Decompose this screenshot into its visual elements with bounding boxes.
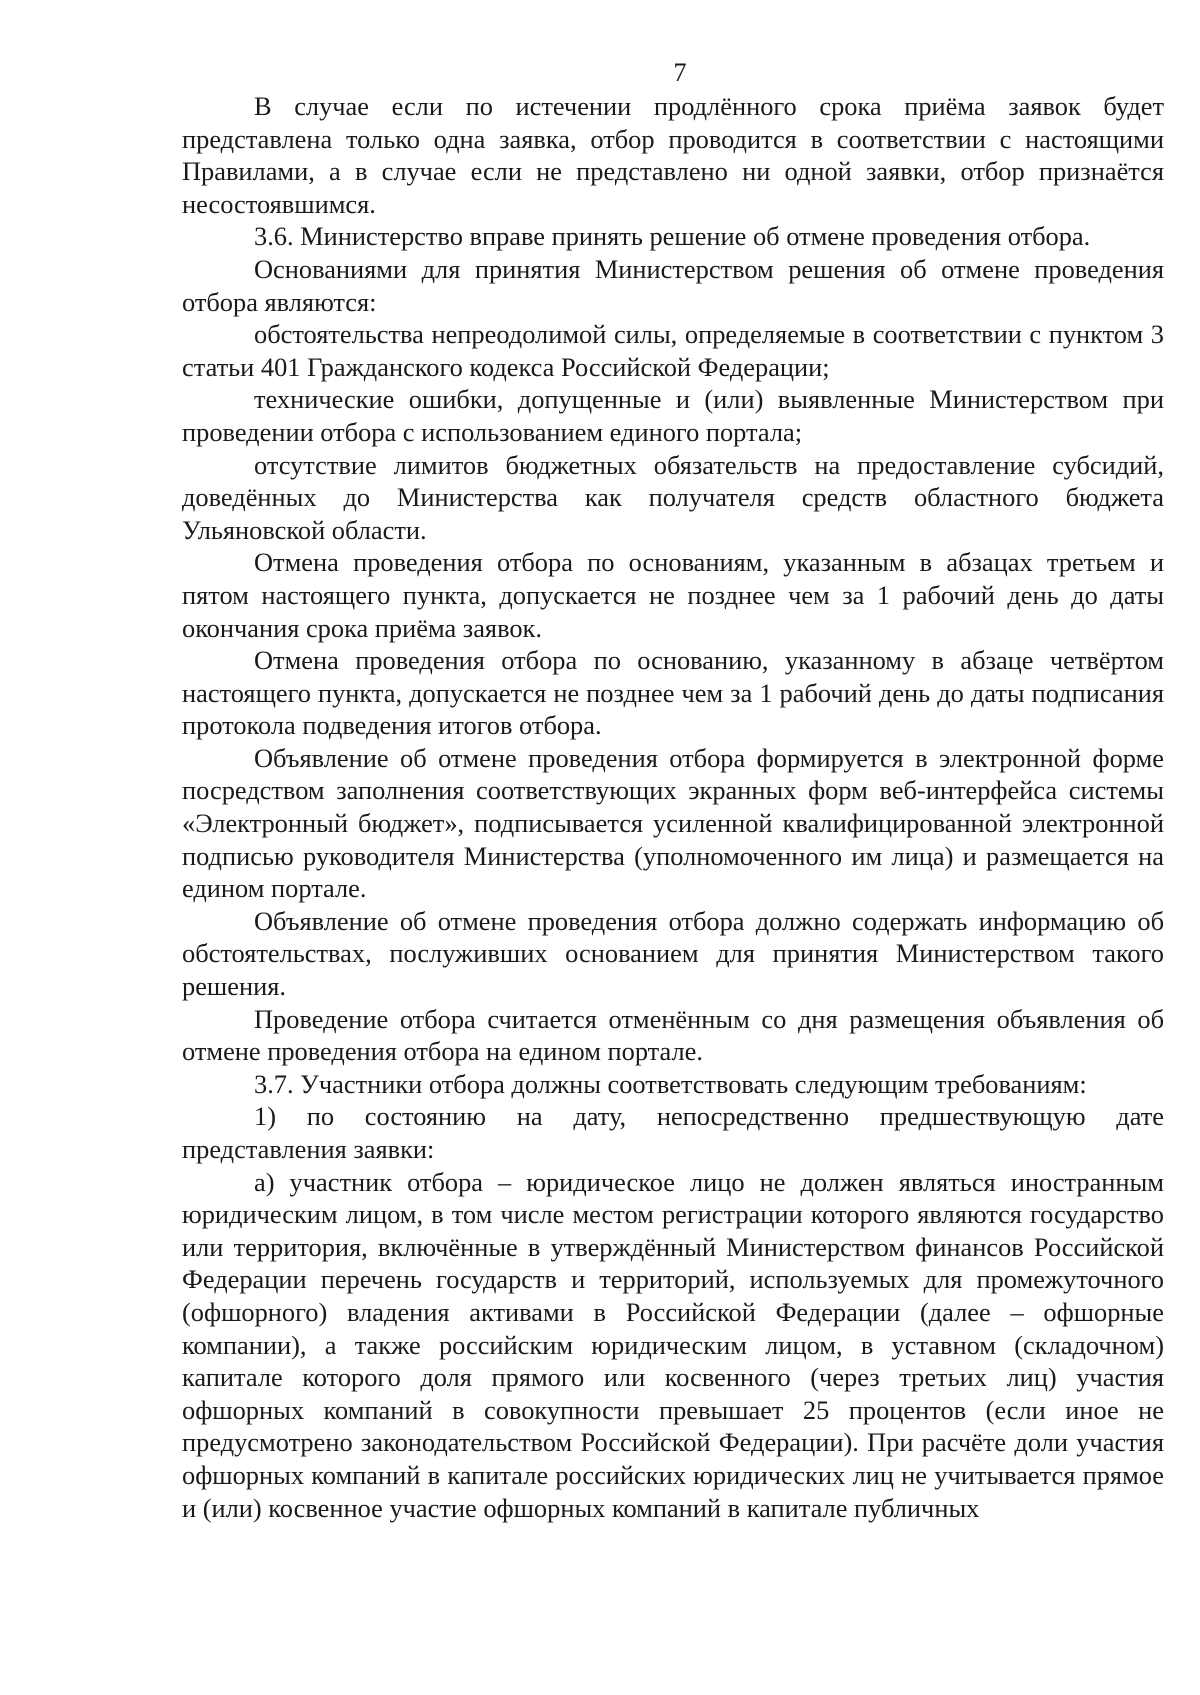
- paragraph-section-3-7: 3.7. Участники отбора должны соответствовать следующим требованиям:: [254, 1068, 1087, 1099]
- paragraph-force-majeure: обстоятельства непреодолимой силы, определяемые в соответствии с пунктом 3 статьи 401 Гражданского кодекса Российской Федерации;: [182, 319, 1164, 382]
- paragraph-technical-errors: технические ошибки, допущенные и (или) выявленные Министерством при проведении отбора с использованием единого портала;: [182, 384, 1164, 447]
- page-number: 7: [673, 57, 687, 87]
- paragraph-section-3-6: 3.6. Министерство вправе принять решение об отмене проведения отбора.: [254, 221, 1091, 252]
- paragraph-extended-deadline: В случае если по истечении продлённого срока приёма заявок будет представлена только одна заявка, отбор проводится в соответствии с настоящими Правилами, а в случае если не представлено ни одной заявки, отбор признаётся несостоявшимся.: [182, 91, 1164, 219]
- paragraph-cancellation-grounds: Основаниями для принятия Министерством решения об отмене проведения отбора являются:: [182, 253, 1164, 317]
- document-page: [182, 56, 1164, 1524]
- paragraph-announcement-content: Объявление об отмене проведения отбора должно содержать информацию об обстоятельствах, послуживших основанием для принятия Министерством такого решения.: [182, 905, 1164, 1002]
- paragraph-cancellation-deadline-1: Отмена проведения отбора по основаниям, указанным в абзацах третьем и пятом настоящего пункта, допускается не позднее чем за 1 рабочий день до даты окончания срока приёма заявок.: [182, 547, 1164, 643]
- paragraph-cancellation-deadline-2: Отмена проведения отбора по основанию, указанному в абзаце четвёртом настоящего пункта, допускается не позднее чем за 1 рабочий день до даты подписания протокола подведения итогов отбора.: [182, 645, 1164, 741]
- paragraph-budget-limits: отсутствие лимитов бюджетных обязательств на предоставление субсидий, доведённых до Министерства как получателя средств областного бюджета Ульяновской области.: [182, 449, 1164, 545]
- paragraph-requirement-1a: а) участник отбора – юридическое лицо не должен являться иностранным юридическим лицом, в том числе местом регистрации которого являются государство или территория, включённые в утверждённый Министерством финансов Российской Федерации перечень государств и территорий, используемых для промежуточного (офшорного) владения активами в Российской Федерации (далее – офшорные компании), а также российским юридическим лицом, в уставном (складочном) капитале которого доля прямого или косвенного (через третьих лиц) участия офшорных компаний в совокупности превышает 25 процентов (если иное не предусмотрено законодательством Российской Федерации). При расчёте доли участия офшорных компаний в капитале российских юридических лиц не учитывается прямое и (или) косвенное участие офшорных компаний в капитале публичных: [182, 1166, 1164, 1523]
- paragraph-cancellation-announcement: Объявление об отмене проведения отбора формируется в электронной форме посредством заполнения соответствующих экранных форм веб-интерфейса системы «Электронный бюджет», подписывается усиленной квалифицированной электронной подписью руководителя Министерства (уполномоченного им лица) и размещается на едином портале.: [182, 742, 1164, 904]
- paragraph-requirement-1: 1) по состоянию на дату, непосредственно предшествующую дате представления заявки:: [182, 1101, 1164, 1164]
- paragraph-cancellation-effective: Проведение отбора считается отменённым со дня размещения объявления об отмене проведения отбора на едином портале.: [182, 1003, 1164, 1067]
